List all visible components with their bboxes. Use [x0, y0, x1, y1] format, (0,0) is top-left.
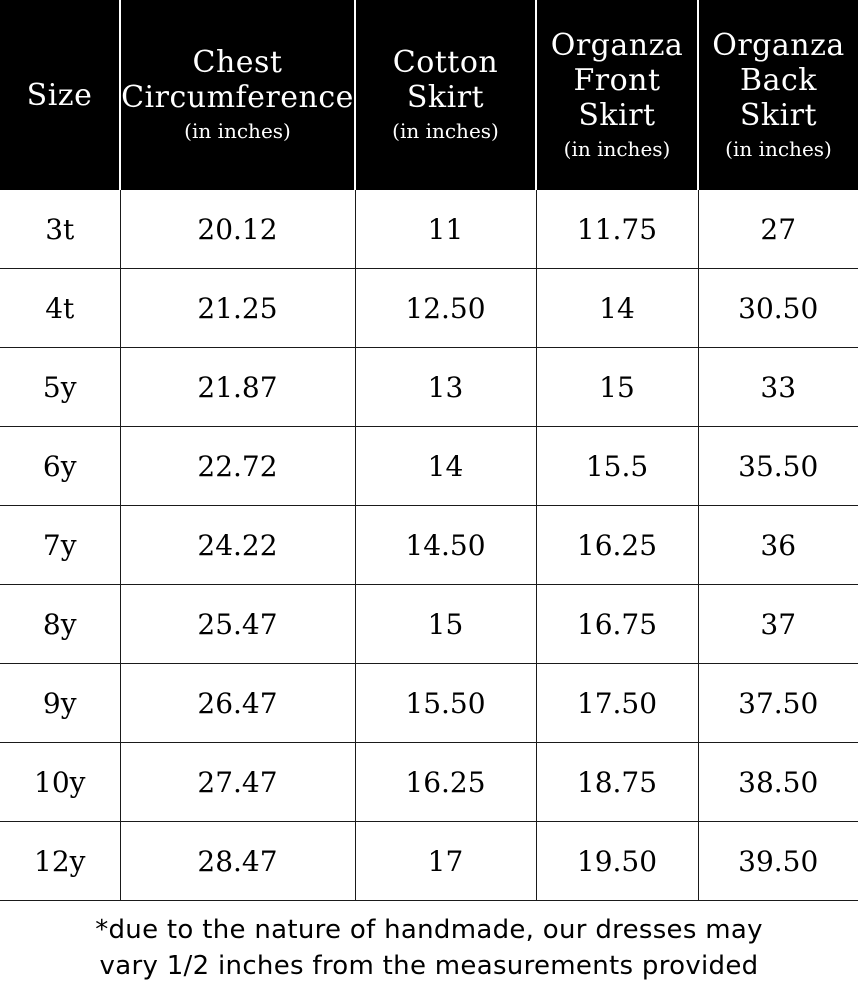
- organza-front-cell: 17.50: [536, 664, 698, 743]
- organza-front-cell: 16.75: [536, 585, 698, 664]
- organza-front-cell: 15.5: [536, 427, 698, 506]
- table-header: [0, 0, 858, 190]
- header-label: Chest Circumference: [121, 45, 354, 115]
- header-size: [0, 0, 120, 190]
- table-row: [0, 664, 858, 743]
- size-cell: 4t: [0, 269, 120, 348]
- header-chest-circumference: [120, 0, 355, 190]
- chest-cell: 21.87: [120, 348, 355, 427]
- size-cell: 3t: [0, 190, 120, 269]
- table-row: [0, 506, 858, 585]
- chest-cell: 22.72: [120, 427, 355, 506]
- header-organza-back-skirt: [698, 0, 858, 190]
- table-row: [0, 269, 858, 348]
- cotton-skirt-cell: 12.50: [355, 269, 536, 348]
- table-row: [0, 190, 858, 269]
- organza-front-cell: 15: [536, 348, 698, 427]
- header-label: Cotton Skirt: [392, 45, 499, 115]
- header-unit: (in inches): [563, 136, 671, 161]
- cotton-skirt-cell: 14: [355, 427, 536, 506]
- organza-back-cell: 37.50: [698, 664, 858, 743]
- size-cell: 6y: [0, 427, 120, 506]
- header-unit: (in inches): [392, 119, 499, 143]
- chest-cell: 26.47: [120, 664, 355, 743]
- cotton-skirt-cell: 15.50: [355, 664, 536, 743]
- header-unit: (in inches): [184, 119, 291, 143]
- cotton-skirt-cell: 17: [355, 822, 536, 901]
- table-row: [0, 743, 858, 822]
- organza-back-cell: 38.50: [698, 743, 858, 822]
- cotton-skirt-cell: 13: [355, 348, 536, 427]
- chest-cell: 28.47: [120, 822, 355, 901]
- footnote-line: *due to the nature of handmade, our dresses may: [95, 915, 763, 945]
- cotton-skirt-cell: 14.50: [355, 506, 536, 585]
- size-cell: 9y: [0, 664, 120, 743]
- organza-back-cell: 37: [698, 585, 858, 664]
- organza-back-cell: 35.50: [698, 427, 858, 506]
- table-body: [0, 190, 858, 901]
- size-cell: 5y: [0, 348, 120, 427]
- organza-front-cell: 16.25: [536, 506, 698, 585]
- cotton-skirt-cell: 16.25: [355, 743, 536, 822]
- organza-front-cell: 11.75: [536, 190, 698, 269]
- chest-cell: 27.47: [120, 743, 355, 822]
- chest-cell: 20.12: [120, 190, 355, 269]
- chest-cell: 24.22: [120, 506, 355, 585]
- organza-front-cell: 19.50: [536, 822, 698, 901]
- header-unit: (in inches): [725, 136, 832, 161]
- organza-back-cell: 33: [698, 348, 858, 427]
- size-cell: 7y: [0, 506, 120, 585]
- organza-back-cell: 27: [698, 190, 858, 269]
- header-label: Organza Front Skirt: [550, 27, 684, 133]
- table-row: [0, 822, 858, 901]
- chest-cell: 25.47: [120, 585, 355, 664]
- size-cell: 10y: [0, 743, 120, 822]
- header-label: Size: [26, 77, 93, 113]
- header-organza-front-skirt: [536, 0, 698, 190]
- size-cell: 8y: [0, 585, 120, 664]
- cotton-skirt-cell: 11: [355, 190, 536, 269]
- table-row: [0, 348, 858, 427]
- organza-front-cell: 14: [536, 269, 698, 348]
- cotton-skirt-cell: 15: [355, 585, 536, 664]
- organza-back-cell: 39.50: [698, 822, 858, 901]
- organza-front-cell: 18.75: [536, 743, 698, 822]
- organza-back-cell: 30.50: [698, 269, 858, 348]
- header-cotton-skirt: [355, 0, 536, 190]
- table-row: [0, 427, 858, 506]
- size-cell: 12y: [0, 822, 120, 901]
- footnote: [0, 912, 858, 984]
- header-label: Organza Back Skirt: [712, 27, 845, 133]
- chest-cell: 21.25: [120, 269, 355, 348]
- footnote-line: vary 1/2 inches from the measurements provided: [99, 951, 759, 981]
- header-row: [0, 0, 858, 190]
- table-row: [0, 585, 858, 664]
- organza-back-cell: 36: [698, 506, 858, 585]
